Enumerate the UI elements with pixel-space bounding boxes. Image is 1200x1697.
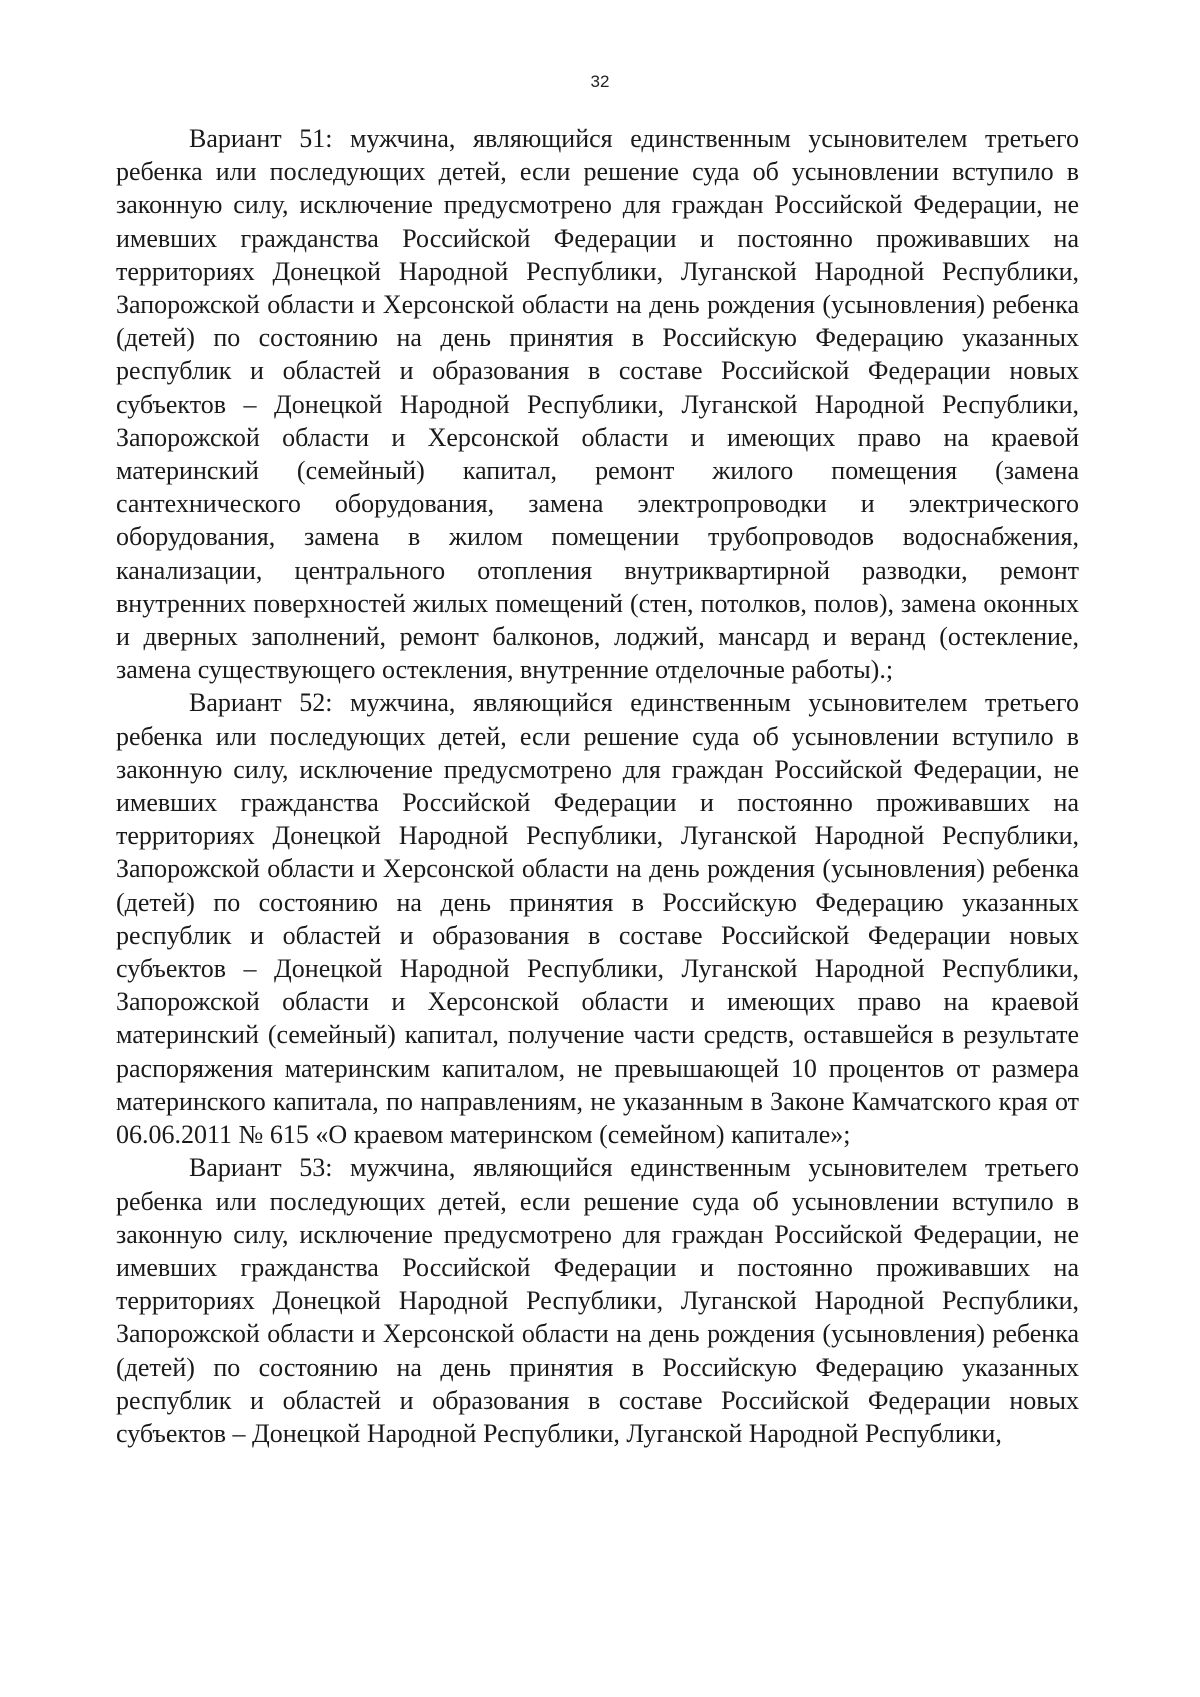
paragraph-variant-53: Вариант 53: мужчина, являющийся единственным усыновителем третьего ребенка или последующих детей, если решение суда об усыновлении вступило в законную силу, исключение предусмотрено для граждан Российской Федерации, не имевших гражданства Российской Федерации и постоянно проживавших на территориях Донецкой Народной Республики, Луганской Народной Республики, Запорожской области и Херсонской области на день рождения (усыновления) ребенка (детей) по состоянию на день принятия в Российскую Федерацию указанных республик и областей и образования в составе Российской Федерации новых субъектов – Донецкой Народной Республики, Луганской Народной Республики, <box>116 1153 1079 1448</box>
document-body <box>116 122 1079 1450</box>
page-number: 32 <box>590 72 610 91</box>
paragraph-variant-52: Вариант 52: мужчина, являющийся единственным усыновителем третьего ребенка или последующих детей, если решение суда об усыновлении вступило в законную силу, исключение предусмотрено для граждан Российской Федерации, не имевших гражданства Российской Федерации и постоянно проживавших на территориях Донецкой Народной Республики, Луганской Народной Республики, Запорожской области и Херсонской области на день рождения (усыновления) ребенка (детей) по состоянию на день принятия в Российскую Федерацию указанных республик и областей и образования в составе Российской Федерации новых субъектов – Донецкой Народной Республики, Луганской Народной Республики, Запорожской области и Херсонской области и имеющих право на краевой материнский (семейный) капитал, получение части средств, оставшейся в результате распоряжения материнским капиталом, не превышающей 10 процентов от размера материнского капитала, по направлениям, не указанным в Законе Камчатского края от 06.06.2011 № 615 «О краевом материнском (семейном) капитале»; <box>116 688 1079 1150</box>
paragraph-variant-51: Вариант 51: мужчина, являющийся единственным усыновителем третьего ребенка или последующих детей, если решение суда об усыновлении вступило в законную силу, исключение предусмотрено для граждан Российской Федерации, не имевших гражданства Российской Федерации и постоянно проживавших на территориях Донецкой Народной Республики, Луганской Народной Республики, Запорожской области и Херсонской области на день рождения (усыновления) ребенка (детей) по состоянию на день принятия в Российскую Федерацию указанных республик и областей и образования в составе Российской Федерации новых субъектов – Донецкой Народной Республики, Луганской Народной Республики, Запорожской области и Херсонской области и имеющих право на краевой материнский (семейный) капитал, ремонт жилого помещения (замена сантехнического оборудования, замена электропроводки и электрического оборудования, замена в жилом помещении трубопроводов водоснабжения, канализации, центрального отопления внутриквартирной разводки, ремонт внутренних поверхностей жилых помещений (стен, потолков, полов), замена оконных и дверных заполнений, ремонт балконов, лоджий, мансард и веранд (остекление, замена существующего остекления, внутренние отделочные работы).; <box>116 124 1079 685</box>
